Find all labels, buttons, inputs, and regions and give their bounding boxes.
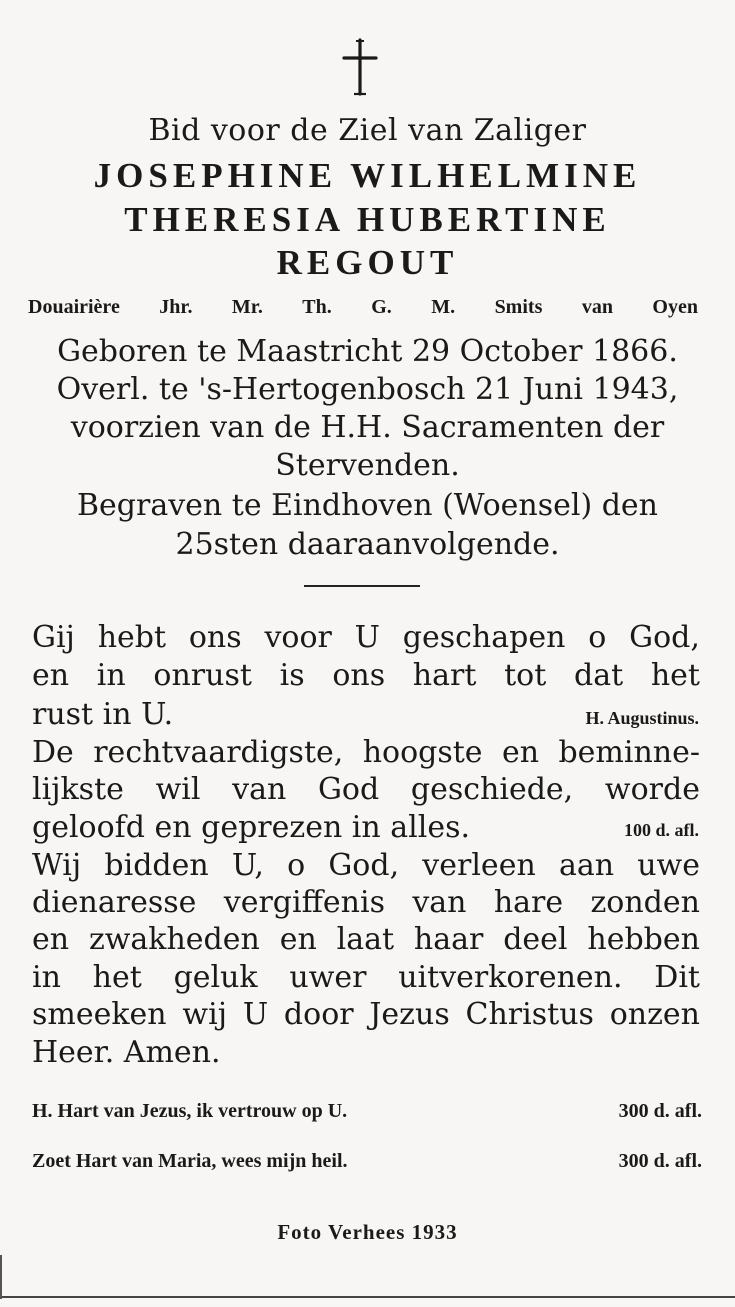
prayer-line-12: Heer. Amen. [32,1035,221,1070]
sacraments-line: voorzien van de H.H. Sacramenten der [70,410,665,445]
photographer-credit: Foto Verhees 1933 [277,1220,458,1244]
title-word: Jhr. [159,296,193,318]
title-word: M. [431,296,456,318]
birth-line: Geboren te Maastricht 29 October 1866. [57,334,678,369]
prayer-line-6: geloofd en geprezen in alles. [32,810,471,845]
card-edge-left [0,1255,2,1299]
indulgence-100: 100 d. afl. [623,820,699,840]
title-word: G. [371,296,392,318]
prayer-line-9: en zwakheden en laat haar deel hebben [32,922,700,957]
intro-text: Bid voor de Ziel van Zaliger [148,113,587,148]
divider [304,585,420,587]
invocation-indulgence: 300 d. afl. [618,1150,702,1172]
prayer-line-5: lijkste wil van God geschiede, worde [32,772,700,807]
prayer-line-8: dienaresse vergiffenis van hare zonden [32,885,700,920]
prayer-line-7: Wij bidden U, o God, verleen aan uwe [32,848,700,883]
invocation-text: H. Hart van Jezus, ik vertrouw op U. [32,1100,348,1122]
invocation-text: Zoet Hart van Maria, wees mijn heil. [32,1150,348,1172]
title-word: Smits [494,296,543,318]
burial-line: Begraven te Eindhoven (Woensel) den [76,488,658,523]
prayer-line-1: Gij hebt ons voor U geschapen o God, [32,620,700,655]
invocation-sacred-heart [32,1100,702,1123]
prayer-line-2: en in onrust is ons hart tot dat het [32,658,700,693]
invocation-heart-mary [32,1150,702,1173]
prayer-line-10: in het geluk uwer uitverkorenen. Dit [32,960,700,995]
deceased-name-line-2: THERESIA HUBERTINE [124,200,611,239]
burial-date-line: 25sten daaraanvolgende. [175,527,560,562]
card-edge [0,1296,735,1298]
title-word: Douairière [28,296,120,318]
prayer-line-3: rust in U. [32,697,174,732]
death-line: Overl. te 's-Hertogenbosch 21 Juni 1943, [56,372,679,407]
prayer-line-4: De rechtvaardigste, hoogste en beminne- [32,735,700,770]
deceased-surname: REGOUT [276,243,459,282]
title-word: Oyen [652,296,698,318]
sacraments-line-cont: Stervenden. [275,448,460,483]
title-word: van [581,296,613,318]
title-word: Th. [302,296,332,318]
augustinus-attribution: H. Augustinus. [585,708,699,728]
title-word: Mr. [231,296,263,318]
widow-title [28,296,698,319]
prayer-line-11: smeeken wij U door Jezus Christus onzen [32,997,700,1032]
deceased-name-line-1: JOSEPHINE WILHELMINE [93,156,642,195]
invocation-indulgence: 300 d. afl. [618,1100,702,1122]
cross-icon [340,38,380,96]
